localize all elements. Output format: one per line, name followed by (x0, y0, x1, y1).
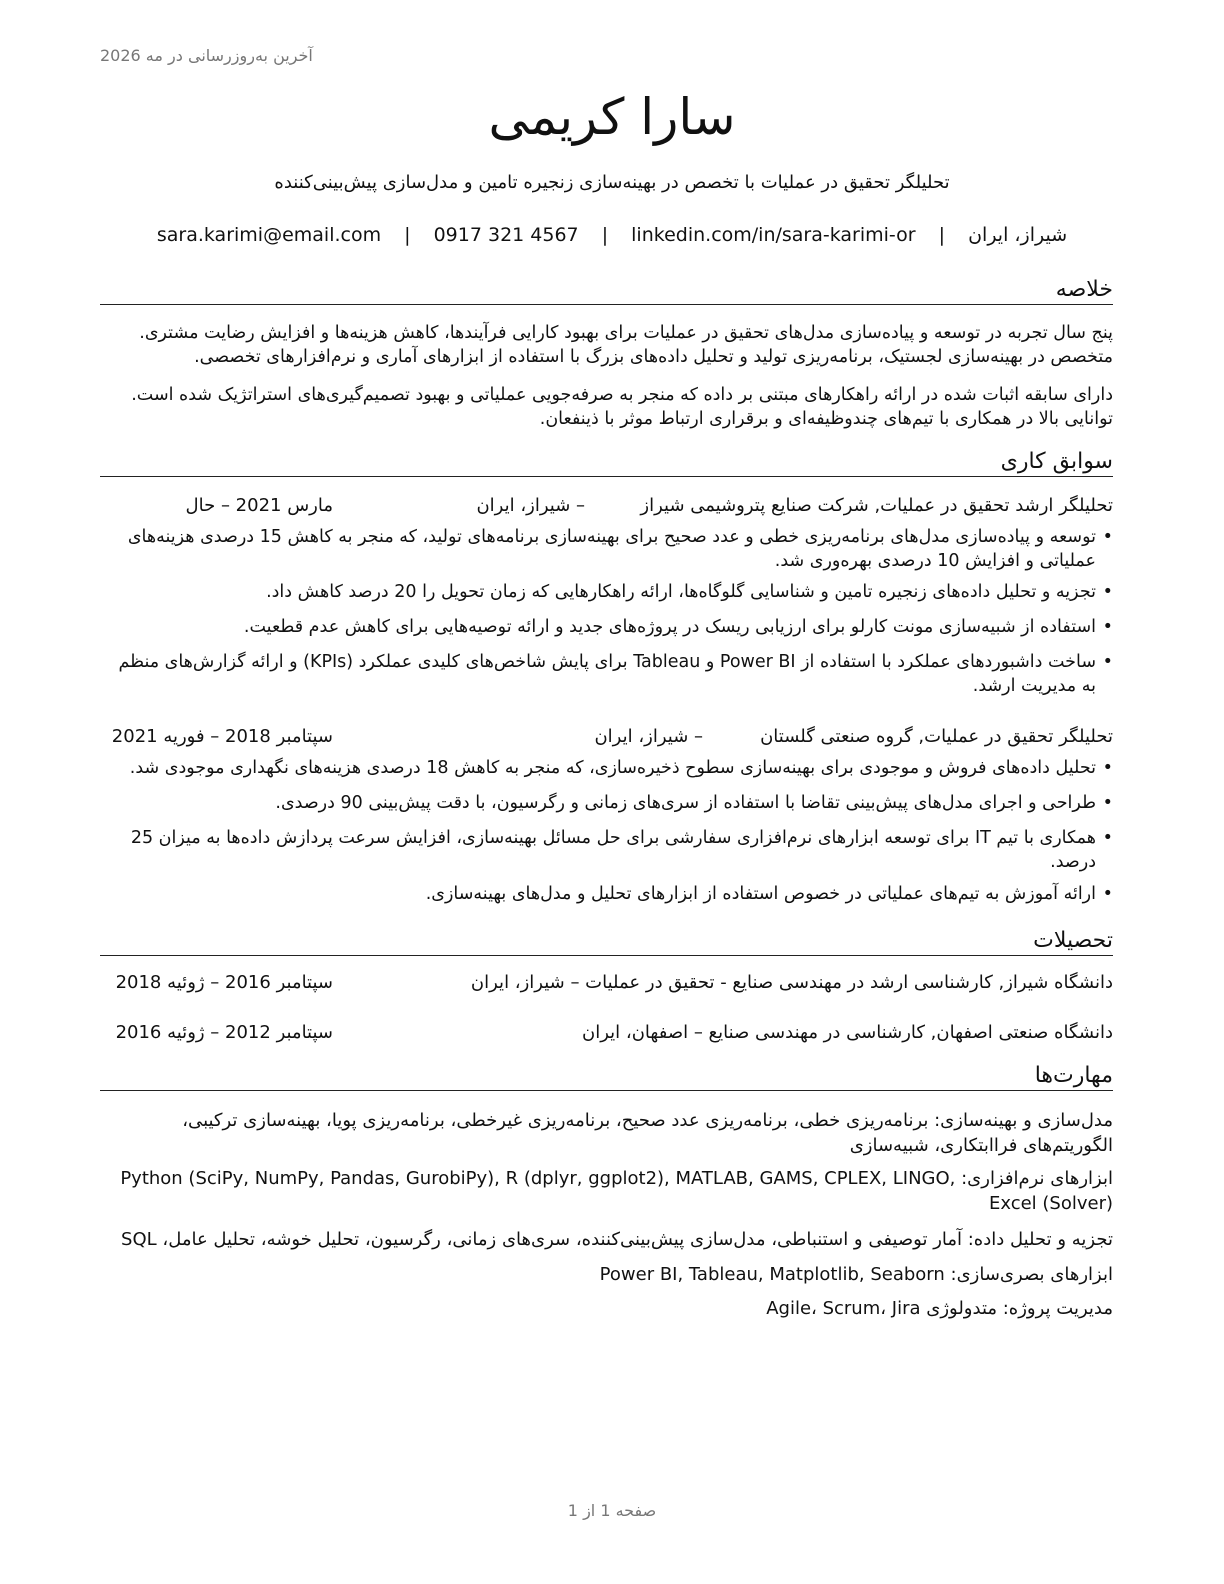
contact-separator: | (601, 224, 609, 246)
page-number: صفحه 1 از 1 (567, 1501, 657, 1520)
candidate-tagline: تحلیلگر تحقیق در عملیات با تخصص در بهینه‌سازی زنجیره تامین و مدل‌سازی پیش‌بینی‌کننده (274, 172, 950, 193)
job-bullet: • ارائه آموزش به تیم‌های عملیاتی در خصوص استفاده از ابزارهای تحلیل و مدل‌های بهینه‌سازی. (425, 884, 1113, 904)
job-bullet: • توسعه و پیاده‌سازی مدل‌های برنامه‌ریزی خطی و عدد صحیح برای بهینه‌سازی برنامه‌های تولید، که منجر به کاهش 15 درصدی هزینه‌های عملیاتی و افزایش 10 درصدی بهره‌وری شد. (127, 527, 1113, 571)
skill-line: ابزارهای نرم‌افزاری: Python (SciPy, NumPy, Pandas, GurobiPy), R (dplyr, ggplot2), MATLAB, GAMS, CPLEX, LINGO, Excel (Solver) (120, 1168, 1113, 1214)
education-dates: سپتامبر 2016 – ژوئیه 2018 (115, 972, 333, 993)
job-header (100, 724, 1113, 750)
job-bullet: • تحلیل داده‌های فروش و موجودی برای بهینه‌سازی سطوح ذخیره‌سازی، که منجر به کاهش 18 درصدی هزینه‌های نگهداری موجودی شد. (129, 758, 1113, 778)
last-updated-note: آخرین به‌روزرسانی در مه 2026 (100, 46, 313, 65)
job-bullet: • طراحی و اجرای مدل‌های پیش‌بینی تقاضا با استفاده از سری‌های زمانی و رگرسیون، با دقت پیش‌بینی 90 درصدی. (275, 793, 1113, 813)
education-text: دانشگاه صنعتی اصفهان, کارشناسی در مهندسی صنایع – اصفهان، ایران (582, 1022, 1113, 1043)
bullet-icon: • (1102, 527, 1113, 547)
job-title: تحلیلگر تحقیق در عملیات, گروه صنعتی گلستان (760, 726, 1113, 747)
education-text: دانشگاه شیراز, کارشناسی ارشد در مهندسی صنایع - تحقیق در عملیات – شیراز، ایران (470, 972, 1113, 993)
summary-paragraph: دارای سابقه اثبات شده در ارائه راهکارهای مبتنی بر داده که منجر به صرفه‌جویی عملیاتی و بهبود تصمیم‌گیری‌های استراتژیک شده است. توانایی بالا در همکاری با تیم‌های چندوظیفه‌ای و برقراری ارتباط موثر با ذینفعان. (131, 385, 1113, 429)
bullet-icon: • (1102, 758, 1113, 778)
job-title: تحلیلگر ارشد تحقیق در عملیات, شرکت صنایع پتروشیمی شیراز (640, 495, 1113, 516)
skill-line: ابزارهای بصری‌سازی: Power BI, Tableau, Matplotlib, Seaborn (599, 1264, 1113, 1285)
section-title-education: تحصیلات (100, 927, 1113, 956)
education-item (100, 1020, 1113, 1046)
job-location: – شیراز، ایران (594, 726, 703, 747)
contact-email[interactable]: sara.karimi@email.com (156, 224, 382, 246)
skill-line: مدل‌سازی و بهینه‌سازی: برنامه‌ریزی خطی، برنامه‌ریزی عدد صحیح، برنامه‌ریزی غیرخطی، برنامه‌ریزی پویا، بهینه‌سازی ترکیبی، الگوریتم‌های فراابتکاری، شبیه‌سازی (182, 1110, 1113, 1156)
bullet-icon: • (1102, 652, 1113, 672)
section-title-summary: خلاصه (100, 276, 1113, 305)
job-bullet: • ساخت داشبوردهای عملکرد با استفاده از Power BI و Tableau برای پایش شاخص‌های کلیدی عملکرد (KPIs) و ارائه گزارش‌های منظم به مدیریت ارشد. (118, 652, 1113, 696)
job-bullet: • تجزیه و تحلیل داده‌های زنجیره تامین و شناسایی گلوگاه‌ها، ارائه راهکارهایی که زمان تحویل را 20 درصد کاهش داد. (266, 582, 1113, 602)
section-title-experience: سوابق کاری (100, 448, 1113, 477)
candidate-name: سارا کریمی (488, 88, 736, 146)
bullet-icon: • (1102, 582, 1113, 602)
summary-paragraph: پنج سال تجربه در توسعه و پیاده‌سازی مدل‌های تحقیق در عملیات برای بهبود کارایی فرآیندها، کاهش هزینه‌ها و افزایش رضایت مشتری. متخصص در بهینه‌سازی لجستیک، برنامه‌ریزی تولید و تحلیل داده‌های بزرگ با استفاده از ابزارهای آماری و نرم‌افزارهای تخصصی. (139, 323, 1113, 367)
job-bullet: • استفاده از شبیه‌سازی مونت کارلو برای ارزیابی ریسک در پروژه‌های جدید و ارائه توصیه‌هایی برای کاهش عدم قطعیت. (243, 617, 1113, 637)
job-dates: سپتامبر 2018 – فوریه 2021 (111, 726, 333, 747)
education-item (100, 970, 1113, 996)
contact-separator: | (938, 224, 946, 246)
bullet-icon: • (1102, 793, 1113, 813)
contact-phone[interactable]: 0917 321 4567 (433, 224, 579, 246)
education-dates: سپتامبر 2012 – ژوئیه 2016 (115, 1022, 333, 1043)
bullet-icon: • (1102, 617, 1113, 637)
contact-linkedin[interactable]: linkedin.com/in/sara-karimi-or (631, 224, 916, 246)
contact-separator: | (404, 224, 411, 246)
bullet-icon: • (1102, 828, 1113, 848)
bullet-icon: • (1102, 884, 1113, 904)
job-location: – شیراز، ایران (476, 495, 585, 516)
contact-line (0, 224, 1224, 246)
skill-line: تجزیه و تحلیل داده: آمار توصیفی و استنباطی، مدل‌سازی پیش‌بینی‌کننده، سری‌های زمانی، رگرسیون، تحلیل خوشه، تحلیل عامل، SQL (121, 1229, 1113, 1250)
job-bullet: • همکاری با تیم IT برای توسعه ابزارهای نرم‌افزاری سفارشی برای حل مسائل بهینه‌سازی، افزایش سرعت پردازش داده‌ها به میزان 25 درصد. (130, 828, 1113, 872)
skill-line: مدیریت پروژه: متدولوژی Agile، Scrum، Jira (766, 1298, 1113, 1319)
job-dates: مارس 2021 – حال (185, 495, 333, 516)
section-title-skills: مهارت‌ها (100, 1062, 1113, 1091)
job-header (100, 493, 1113, 519)
contact-location: شیراز، ایران (968, 224, 1068, 246)
